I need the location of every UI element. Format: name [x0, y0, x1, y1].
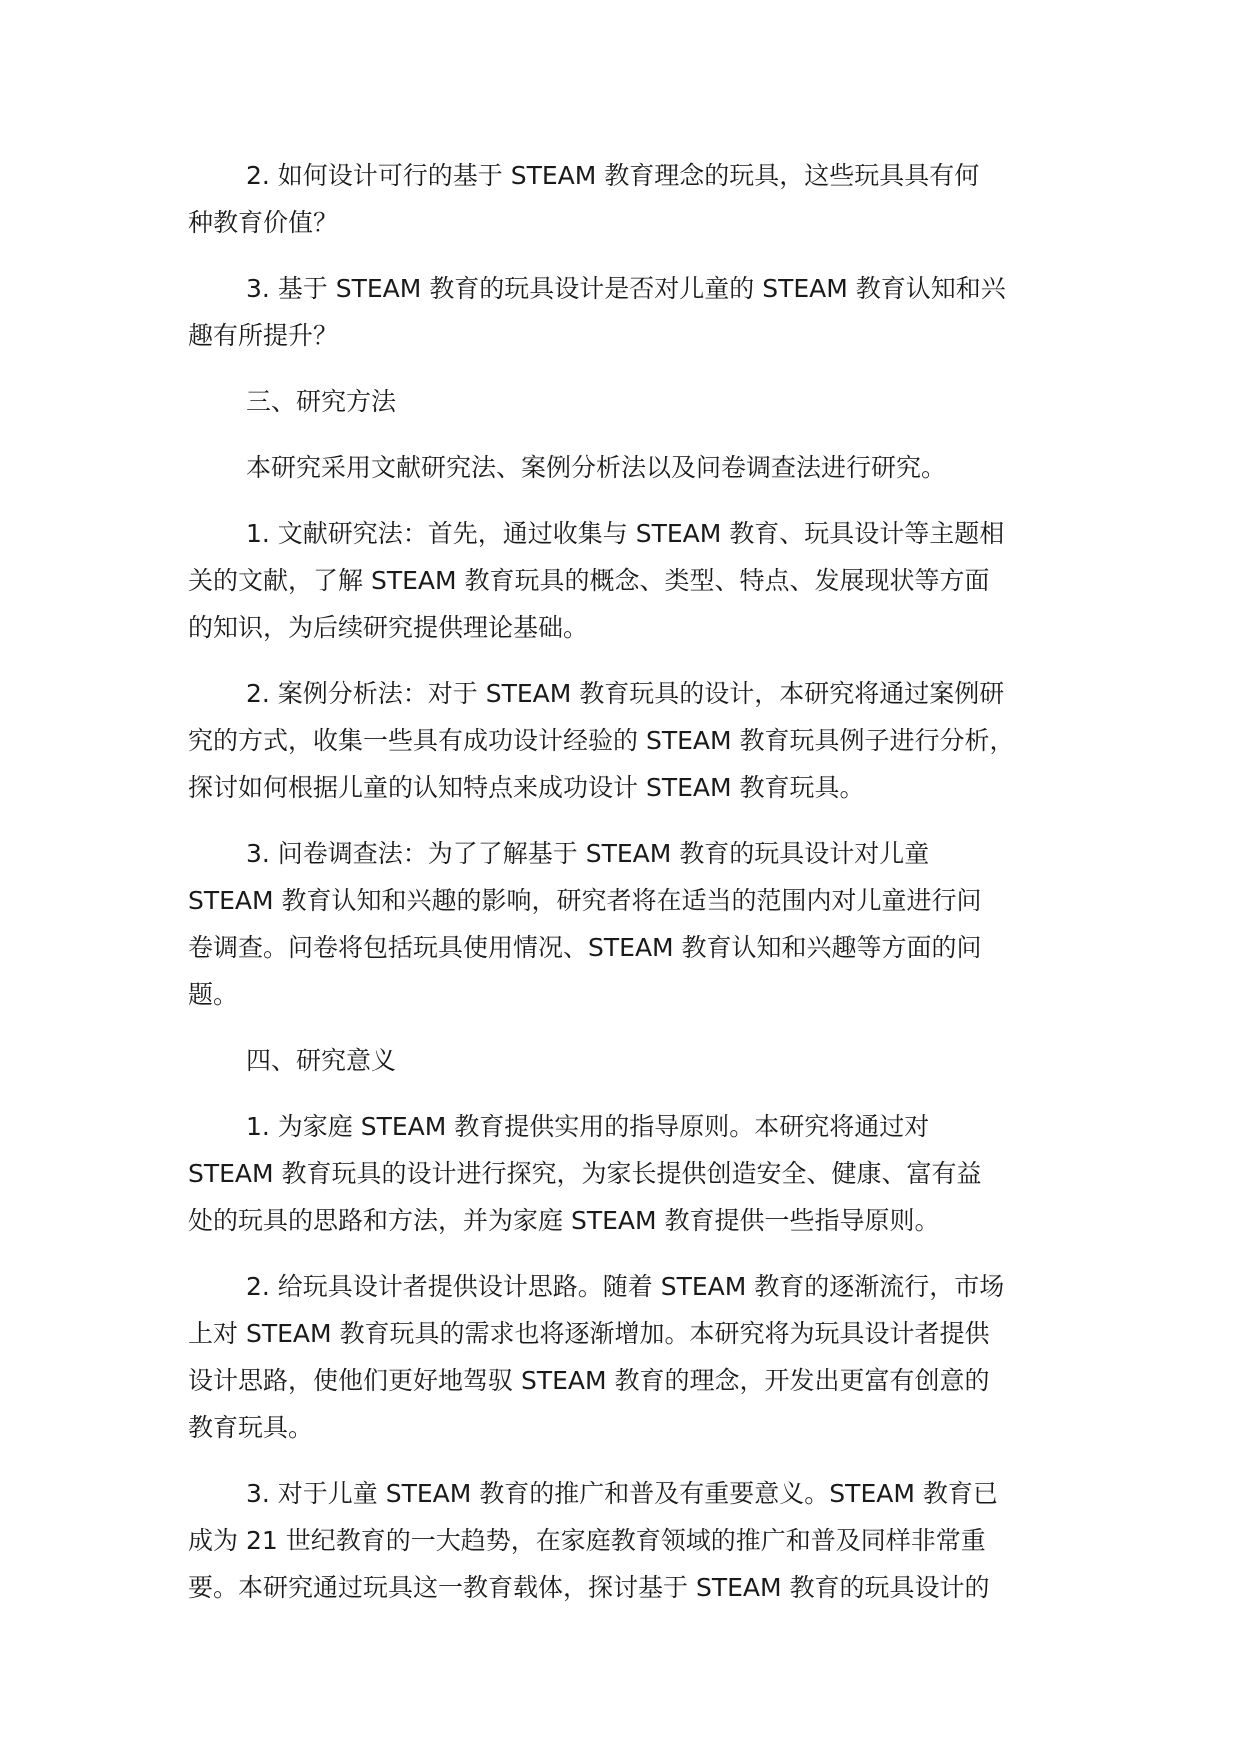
text-line: 究的方式，收集一些具有成功设计经验的 STEAM 教育玩具例子进行分析，	[188, 726, 1015, 755]
text-line: 趣有所提升？	[188, 321, 339, 350]
paragraph-question-2	[188, 152, 1080, 246]
text-line: 关的文献，了解 STEAM 教育玩具的概念、类型、特点、发展现状等方面	[188, 566, 990, 595]
document-body	[188, 152, 1080, 1630]
text-line: 2. 给玩具设计者提供设计思路。随着 STEAM 教育的逐渐流行，市场	[246, 1272, 1005, 1301]
text-line: 要。本研究通过玩具这一教育载体，探讨基于 STEAM 教育的玩具设计的	[188, 1573, 990, 1602]
paragraph-question-3	[188, 265, 1080, 359]
text-line: 1. 为家庭 STEAM 教育提供实用的指导原则。本研究将通过对	[246, 1112, 930, 1141]
paragraph-significance-2	[188, 1263, 1080, 1451]
section-heading-methods	[188, 378, 1080, 425]
paragraph-significance-3	[188, 1470, 1080, 1611]
paragraph-method-questionnaire	[188, 830, 1080, 1018]
heading-text: 四、研究意义	[246, 1046, 397, 1075]
text-line: 成为 21 世纪教育的一大趋势，在家庭教育领域的推广和普及同样非常重	[188, 1526, 986, 1555]
text-line: 设计思路，使他们更好地驾驭 STEAM 教育的理念，开发出更富有创意的	[188, 1366, 990, 1395]
text-line: 教育玩具。	[188, 1413, 314, 1442]
text-line: 题。	[188, 980, 239, 1009]
text-line: 种教育价值？	[188, 208, 339, 237]
paragraph-methods-intro	[188, 444, 1080, 491]
text-line: 3. 对于儿童 STEAM 教育的推广和普及有重要意义。STEAM 教育已	[246, 1479, 998, 1508]
text-line: 2. 案例分析法：对于 STEAM 教育玩具的设计，本研究将通过案例研	[246, 679, 1005, 708]
heading-text: 三、研究方法	[246, 387, 397, 416]
text-line: 处的玩具的思路和方法，并为家庭 STEAM 教育提供一些指导原则。	[188, 1206, 940, 1235]
text-line: 1. 文献研究法：首先，通过收集与 STEAM 教育、玩具设计等主题相	[246, 519, 1005, 548]
paragraph-method-literature	[188, 510, 1080, 651]
paragraph-significance-1	[188, 1103, 1080, 1244]
text-line: 上对 STEAM 教育玩具的需求也将逐渐增加。本研究将为玩具设计者提供	[188, 1319, 990, 1348]
text-line: 探讨如何根据儿童的认知特点来成功设计 STEAM 教育玩具。	[188, 773, 865, 802]
text-line: 2. 如何设计可行的基于 STEAM 教育理念的玩具，这些玩具具有何	[246, 161, 980, 190]
text-line: 的知识，为后续研究提供理论基础。	[188, 613, 589, 642]
text-line: STEAM 教育认知和兴趣的影响，研究者将在适当的范围内对儿童进行问	[188, 886, 982, 915]
section-heading-significance	[188, 1037, 1080, 1084]
text-line: 卷调查。问卷将包括玩具使用情况、STEAM 教育认知和兴趣等方面的问	[188, 933, 982, 962]
text-line: 3. 问卷调查法：为了了解基于 STEAM 教育的玩具设计对儿童	[246, 839, 930, 868]
text-line: 3. 基于 STEAM 教育的玩具设计是否对儿童的 STEAM 教育认知和兴	[246, 274, 1006, 303]
text-line: 本研究采用文献研究法、案例分析法以及问卷调查法进行研究。	[246, 453, 947, 482]
text-line: STEAM 教育玩具的设计进行探究，为家长提供创造安全、健康、富有益	[188, 1159, 982, 1188]
paragraph-method-case-analysis	[188, 670, 1080, 811]
